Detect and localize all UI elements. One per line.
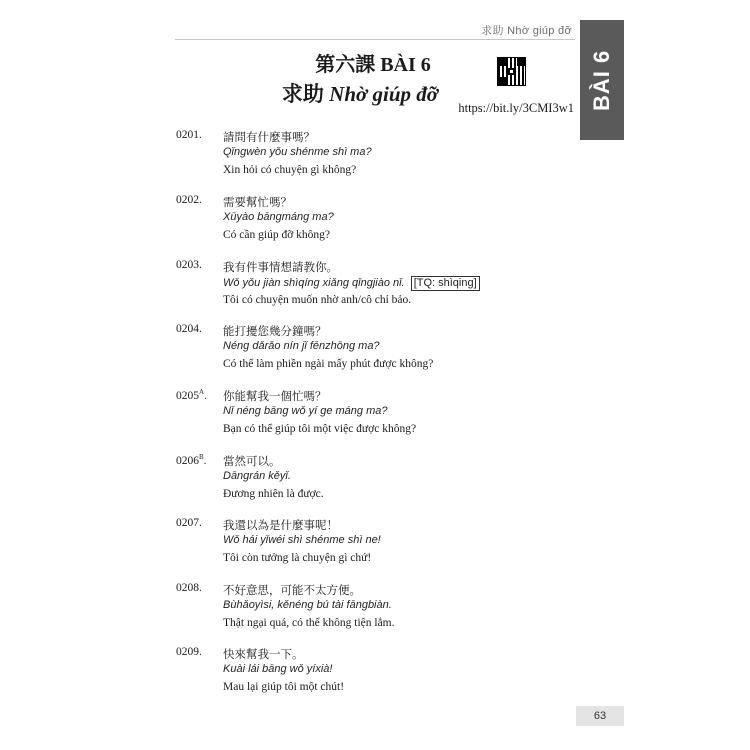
- phrase-entry: [176, 646, 576, 706]
- qr-code-icon[interactable]: [497, 57, 526, 86]
- phrase-entry: [176, 517, 576, 577]
- pinyin-text: Dāngrán kěyǐ.: [223, 470, 291, 482]
- pinyin-text: Wǒ yǒu jiàn shìqíng xiǎng qǐngjiào nǐ.: [223, 277, 405, 289]
- tq-variant-box: [TQ: shìqing]: [411, 276, 480, 291]
- vietnamese-text: Tôi có chuyện muốn nhờ anh/cô chỉ bảo.: [223, 294, 412, 306]
- chinese-text: 我有件事情想請教你。: [223, 260, 338, 274]
- chinese-text: 能打擾您幾分鐘嗎？: [223, 324, 327, 338]
- lesson-title: 第六課 BÀI 6: [315, 54, 431, 76]
- entry-number: 0204.: [176, 323, 202, 335]
- chinese-text: 不好意思，可能不太方便。: [223, 583, 361, 597]
- phrase-entry: [176, 582, 576, 642]
- chinese-text: 請問有什麼事嗎？: [223, 130, 315, 144]
- phrase-entry: [176, 453, 576, 513]
- phrase-entry: [176, 259, 576, 319]
- audio-link[interactable]: https://bit.ly/3CMI3w1: [458, 101, 574, 115]
- entry-number: 0207.: [176, 517, 202, 529]
- entry-number: $0206^B$.: [176, 453, 207, 467]
- phrase-entry: [176, 323, 576, 383]
- chinese-text: 需要幫忙嗎？: [223, 195, 292, 209]
- vietnamese-text: Đương nhiên là được.: [223, 488, 324, 500]
- vietnamese-text: Bạn có thể giúp tôi một việc được không?: [223, 423, 417, 435]
- vietnamese-text: Tôi còn tưởng là chuyện gì chứ!: [223, 552, 372, 564]
- pinyin-text: Kuài lái bāng wǒ yíxià!: [223, 663, 333, 675]
- phrase-entry: [176, 194, 576, 254]
- entry-number: 0209.: [176, 646, 202, 658]
- pinyin-text: Wǒ hái yǐwéi shì shénme shì ne!: [223, 534, 381, 546]
- chinese-text: 快來幫我一下。: [223, 647, 304, 661]
- entry-number: $0205^A$.: [176, 388, 207, 402]
- side-tab-label: BÀI 6: [589, 49, 614, 111]
- pinyin-text: Nǐ néng bāng wǒ yí ge máng ma?: [223, 405, 388, 417]
- entry-number: 0208.: [176, 582, 202, 594]
- page-number: 63: [576, 706, 624, 726]
- entry-number-main: 0205: [176, 389, 199, 402]
- pinyin-text: Qǐngwèn yǒu shénme shì ma?: [223, 146, 372, 158]
- entry-number-main: 0206: [176, 454, 199, 467]
- pinyin-text: Néng dǎrǎo nín jǐ fēnzhōng ma?: [223, 340, 380, 352]
- entry-number: 0203.: [176, 259, 202, 271]
- header-rule: [175, 39, 575, 40]
- vietnamese-text: Có cần giúp đỡ không?: [223, 229, 331, 241]
- vietnamese-text: Có thể làm phiền ngài mấy phút được không?: [223, 358, 434, 370]
- entry-marker: A: [199, 388, 205, 396]
- phrase-entry: [176, 388, 576, 448]
- chinese-text: 我還以為是什麼事呢！: [223, 518, 338, 532]
- running-head: 求助 Nhờ giúp đỡ: [481, 25, 572, 37]
- phrase-entry: [176, 129, 576, 189]
- chinese-text: 當然可以。: [223, 454, 281, 468]
- pinyin-text: Bùhǎoyìsi, kěnéng bú tài fāngbiàn.: [223, 599, 392, 611]
- entry-number: 0201.: [176, 129, 202, 141]
- chinese-text: 你能幫我一個忙嗎？: [223, 389, 327, 403]
- pinyin-text: Xūyào bāngmáng ma?: [223, 211, 334, 223]
- vietnamese-text: Xin hỏi có chuyện gì không?: [223, 164, 357, 176]
- vietnamese-text: Mau lại giúp tôi một chút!: [223, 681, 345, 693]
- lesson-subtitle-vi: Nhờ giúp đỡ: [329, 82, 439, 106]
- entry-number: 0202.: [176, 194, 202, 206]
- vietnamese-text: Thật ngại quá, có thể không tiện lắm.: [223, 617, 395, 629]
- lesson-side-tab: [580, 20, 624, 140]
- entry-marker: B: [199, 453, 204, 461]
- pinyin-line: [223, 276, 480, 291]
- lesson-subtitle-zh: 求助: [281, 82, 324, 106]
